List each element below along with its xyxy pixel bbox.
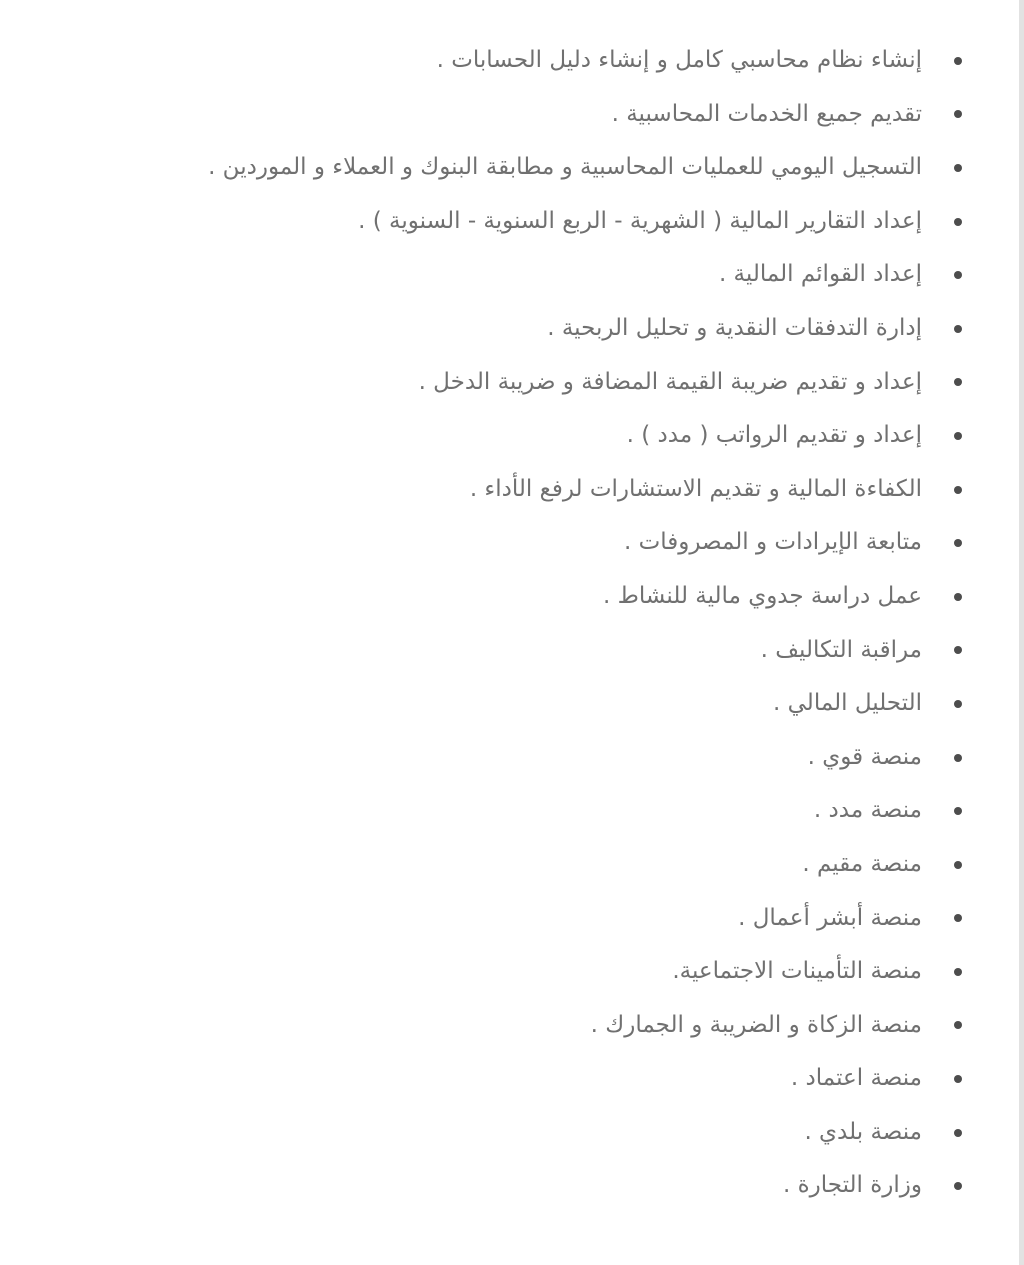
bullet-icon — [954, 539, 962, 547]
bullet-icon — [954, 432, 962, 440]
bullet-icon — [954, 1021, 962, 1029]
list-item-text: منصة الزكاة و الضريبة و الجمارك . — [590, 1011, 922, 1038]
list-item-text: إنشاء نظام محاسبي كامل و إنشاء دليل الحسابات . — [436, 47, 922, 73]
services-list — [62, 34, 962, 1213]
page-edge-divider — [1019, 0, 1024, 1265]
list-item — [62, 892, 962, 946]
bullet-icon — [954, 164, 962, 172]
list-item — [62, 784, 962, 838]
list-item-text: الكفاءة المالية و تقديم الاستشارات لرفع الأداء . — [469, 475, 922, 502]
bullet-icon — [954, 700, 962, 708]
list-item — [62, 999, 962, 1053]
list-item-text: عمل دراسة جدوي مالية للنشاط . — [602, 582, 922, 609]
bullet-icon — [954, 110, 962, 118]
list-item — [62, 570, 962, 624]
list-item — [62, 88, 962, 142]
list-item-text: إعداد القوائم المالية . — [718, 261, 922, 288]
bullet-icon — [954, 218, 962, 226]
list-item-text: منصة قوي . — [807, 743, 922, 770]
list-item — [62, 1052, 962, 1106]
bullet-icon — [954, 593, 962, 601]
bullet-icon — [954, 486, 962, 494]
bullet-icon — [954, 271, 962, 279]
bullet-icon — [954, 807, 962, 815]
list-item — [62, 677, 962, 731]
list-item-text: وزارة التجارة . — [782, 1172, 922, 1199]
list-item — [62, 731, 962, 785]
list-item-text: إدارة التدفقات النقدية و تحليل الربحية . — [547, 314, 922, 341]
list-item — [62, 34, 962, 88]
bullet-icon — [954, 57, 962, 65]
bullet-icon — [954, 754, 962, 762]
list-item-text: إعداد التقارير المالية ( الشهرية - الربع السنوية - السنوية ) . — [358, 207, 922, 234]
bullet-icon — [954, 378, 962, 386]
bullet-icon — [954, 646, 962, 654]
list-item — [62, 195, 962, 249]
bullet-icon — [954, 325, 962, 333]
bullet-icon — [954, 1075, 962, 1083]
list-item — [62, 945, 962, 999]
list-item-text: مراقبة التكاليف . — [760, 636, 922, 663]
list-item-text: التسجيل اليومي للعمليات المحاسبية و مطابقة البنوك و العملاء و الموردين . — [208, 154, 922, 181]
list-item-text: منصة مقيم . — [802, 850, 922, 877]
list-item-text: إعداد و تقديم الرواتب ( مدد ) . — [626, 422, 922, 449]
list-item — [62, 1106, 962, 1160]
list-item-text: متابعة الإيرادات و المصروفات . — [623, 529, 922, 556]
list-item — [62, 141, 962, 195]
list-item — [62, 302, 962, 356]
list-item-text: تقديم جميع الخدمات المحاسبية . — [611, 100, 922, 127]
list-item — [62, 624, 962, 678]
list-item — [62, 409, 962, 463]
list-item-text: منصة أبشر أعمال . — [738, 904, 922, 931]
list-item-text: منصة بلدي . — [804, 1118, 922, 1145]
list-item-text: منصة اعتماد . — [790, 1065, 922, 1092]
list-item-text: منصة مدد . — [813, 797, 922, 824]
bullet-icon — [954, 968, 962, 976]
bullet-icon — [954, 914, 962, 922]
list-item-text: منصة التأمينات الاجتماعية. — [672, 958, 922, 985]
list-item — [62, 356, 962, 410]
bullet-icon — [954, 861, 962, 869]
list-item — [62, 1159, 962, 1213]
list-item — [62, 516, 962, 570]
bullet-icon — [954, 1182, 962, 1190]
list-item — [62, 248, 962, 302]
list-item-text: التحليل المالي . — [773, 690, 922, 717]
list-item — [62, 838, 962, 892]
list-item — [62, 463, 962, 517]
list-item-text: إعداد و تقديم ضريبة القيمة المضافة و ضريبة الدخل . — [418, 368, 922, 395]
bullet-icon — [954, 1129, 962, 1137]
